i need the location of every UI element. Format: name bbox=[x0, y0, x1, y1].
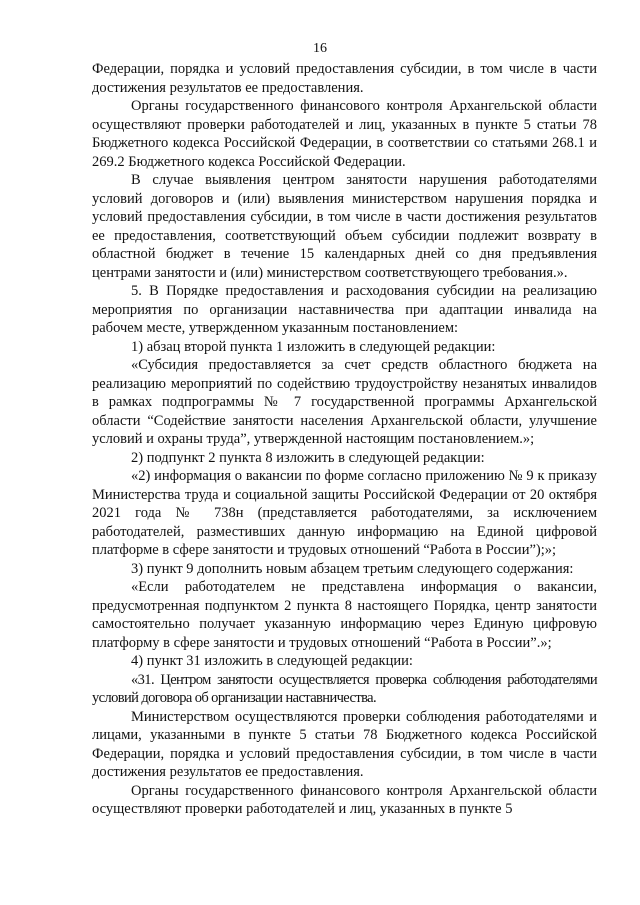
paragraph: Федерации, порядка и условий предоставления субсидии, в том числе в части достижения результатов ее предоставления. bbox=[92, 61, 597, 96]
quoted-paragraph: «Если работодателем не представлена информация о вакансии, предусмотренная подпунктом 2 пункта 8 настоящего Порядка, центр занятости самостоятельно получает указанную информацию через Единую цифровую платформу в сфере занятости и трудовых отношений “Работа в России”.»; bbox=[92, 579, 597, 651]
quoted-paragraph: «31. Центром занятости осуществляется проверка соблюдения работодателями условий договора об организации наставничества. bbox=[92, 671, 597, 706]
paragraph: 2) подпункт 2 пункта 8 изложить в следующей редакции: bbox=[131, 449, 485, 466]
page-number: 16 bbox=[313, 41, 327, 56]
paragraph: Министерством осуществляются проверки соблюдения работодателями и лицами, указанными в пункте 5 статьи 78 Бюджетного кодекса Российской Федерации, порядка и условий предоставления субсидии, в том числе в части достижения результатов ее предоставления. bbox=[92, 708, 597, 780]
paragraph: 3) пункт 9 дополнить новым абзацем третьим следующего содержания: bbox=[131, 560, 574, 577]
paragraph: 4) пункт 31 изложить в следующей редакции: bbox=[131, 653, 413, 669]
paragraph: Органы государственного финансового контроля Архангельской области осуществляют проверки работодателей и лиц, указанных в пункте 5 bbox=[92, 782, 597, 817]
paragraph: 5. В Порядке предоставления и расходования субсидии на реализацию мероприятия по организации наставничества при адаптации инвалида на рабочем месте, утвержденном указанным постановлением: bbox=[92, 283, 597, 336]
paragraph: Органы государственного финансового контроля Архангельской области осуществляют проверки работодателей и лиц, указанных в пункте 5 статьи 78 Бюджетного кодекса Российской Федерации, в соответствии со статьями 268.1 и 269.2 Бюджетного кодекса Российской Федерации. bbox=[92, 98, 597, 170]
document-body bbox=[92, 60, 597, 819]
paragraph: В случае выявления центром занятости нарушения работодателями условий договоров и (или) выявления министерством нарушения порядка и условий предоставления субсидии, в том числе в части достижения результатов ее предоставления, соответствующий объем субсидии подлежит возврату в областной бюджет в течение 15 календарных дней со дня предъявления центрами занятости и (или) министерством соответствующего требования.». bbox=[92, 172, 597, 281]
quoted-paragraph: «2) информация о вакансии по форме согласно приложению № 9 к приказу Министерства труда и социальной защиты Российской Федерации от 20 октября 2021 года № 738н (представляется работодателями, за исключением работодателей, разместивших данную информацию на Единой цифровой платформе в сфере занятости и трудовых отношений “Работа в России”);»; bbox=[92, 468, 597, 558]
paragraph: 1) абзац второй пункта 1 изложить в следующей редакции: bbox=[131, 338, 496, 355]
quoted-paragraph: «Субсидия предоставляется за счет средств областного бюджета на реализацию мероприятий по содействию трудоустройству незанятых инвалидов в рамках подпрограммы № 7 государственной программы Архангельской области “Содействие занятости населения Архангельской области, улучшение условий и охраны труда”, утвержденной настоящим постановлением.»; bbox=[92, 357, 597, 447]
